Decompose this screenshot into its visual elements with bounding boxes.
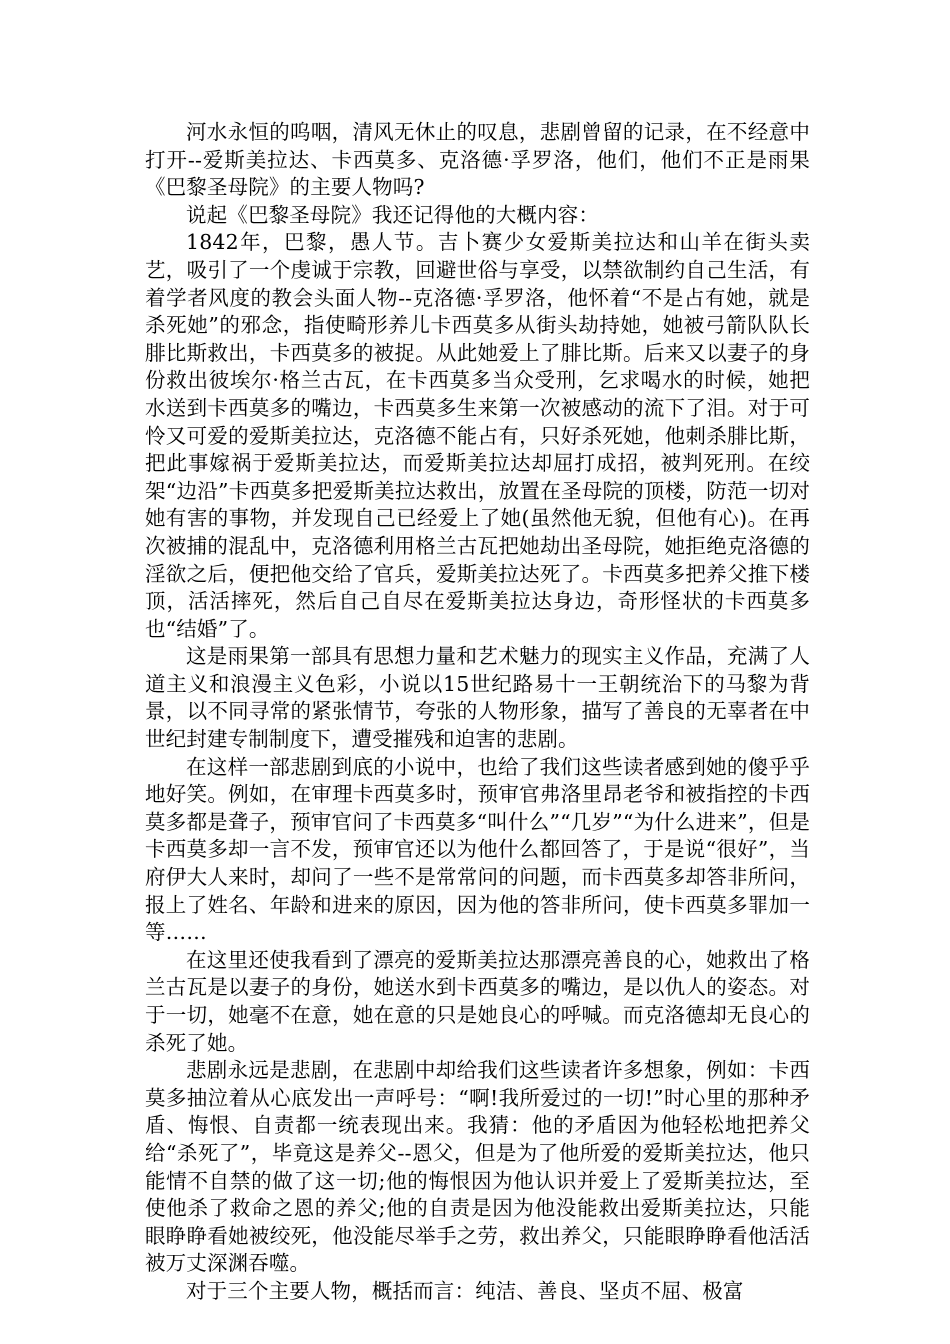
paragraph-2: 说起《巴黎圣母院》我还记得他的大概内容： xyxy=(186,202,599,227)
paragraph-1: 河水永恒的呜咽，清风无休止的叹息，悲剧曾留的记录，在不经意中打开--爱斯美拉达、卡西莫多、克洛德·孚罗洛，他们，他们不正是雨果《巴黎圣母院》的主要人物吗? xyxy=(145,120,810,200)
paragraph-7: 悲剧永远是悲剧，在悲剧中却给我们这些读者许多想象，例如：卡西莫多抽泣着从心底发出一声呼号：“啊!我所爱过的一切!”时心里的那种矛盾、悔恨、自责都一统表现出来。我猜：他的矛盾因为他轻松地把养父给“杀死了”，毕竟这是养父--恩父，但是为了他所爱的爱斯美拉达，他只能情不自禁的做了这一切;他的悔恨因为他认识并爱上了爱斯美拉达，至使他杀了救命之恩的养父;他的自责是因为他没能救出爱斯美拉达，只能眼睁睁看她被绞死，他没能尽举手之劳，救出养父，只能眼睁睁看他活活被万丈深渊吞噬。 xyxy=(145,1058,810,1276)
paragraph-3: 1842年，巴黎，愚人节。吉卜赛少女爱斯美拉达和山羊在街头卖艺，吸引了一个虔诚于宗教，回避世俗与享受，以禁欲制约自己生活，有着学者风度的教会头面人物--克洛德·孚罗洛，他怀着“不是占有她，就是杀死她”的邪念，指使畸形养儿卡西莫多从街头劫持她，她被弓箭队队长腓比斯救出，卡西莫多的被捉。从此她爱上了腓比斯。后来又以妻子的身份救出彼埃尔·格兰古瓦，在卡西莫多当众受刑，乞求喝水的时候，她把水送到卡西莫多的嘴边，卡西莫多生来第一次被感动的流下了泪。对于可怜又可爱的爱斯美拉达，克洛德不能占有，只好杀死她，他刺杀腓比斯，把此事嫁祸于爱斯美拉达，而爱斯美拉达却屈打成招，被判死刑。在绞架“边沿”卡西莫多把爱斯美拉达救出，放置在圣母院的顶楼，防范一切对她有害的事物，并发现自己已经爱上了她(虽然他无貌，但他有心)。在再次被捕的混乱中，克洛德利用格兰古瓦把她劫出圣母院，她拒绝克洛德的淫欲之后，便把他交给了官兵，爱斯美拉达死了。卡西莫多把养父推下楼顶，活活摔死，然后自己自尽在爱斯美拉达身边，奇形怪状的卡西莫多也“结婚”了。 xyxy=(145,230,810,641)
paragraph-5: 在这样一部悲剧到底的小说中，也给了我们这些读者感到她的傻乎乎地好笑。例如，在审理卡西莫多时，预审官弗洛里昂老爷和被指控的卡西莫多都是聋子，预审官问了卡西莫多“叫什么”“几岁”“为什么进来”，但是卡西莫多却一言不发，预审官还以为他什么都回答了，于是说“很好”，当府伊大人来时，却问了一些不是常常问的问题，而卡西莫多却答非所问，报上了姓名、年龄和进来的原因，因为他的答非所问，使卡西莫多罪加一等…… xyxy=(145,754,810,945)
paragraph-4: 这是雨果第一部具有思想力量和艺术魅力的现实主义作品，充满了人道主义和浪漫主义色彩，小说以15世纪路易十一王朝统治下的马黎为背景，以不同寻常的紧张情节，夸张的人物形象，描写了善良的无辜者在中世纪封建专制制度下，遭受摧残和迫害的悲剧。 xyxy=(145,644,810,752)
document-body xyxy=(145,119,810,1306)
paragraph-8: 对于三个主要人物，概括而言：纯洁、善良、坚贞不屈、极富 xyxy=(186,1278,744,1303)
paragraph-6: 在这里还使我看到了漂亮的爱斯美拉达那漂亮善良的心，她救出了格兰古瓦是以妻子的身份，她送水到卡西莫多的嘴边，是以仇人的姿态。对于一切，她毫不在意，她在意的只是她良心的呼喊。而克洛德却无良心的杀死了她。 xyxy=(145,947,810,1055)
